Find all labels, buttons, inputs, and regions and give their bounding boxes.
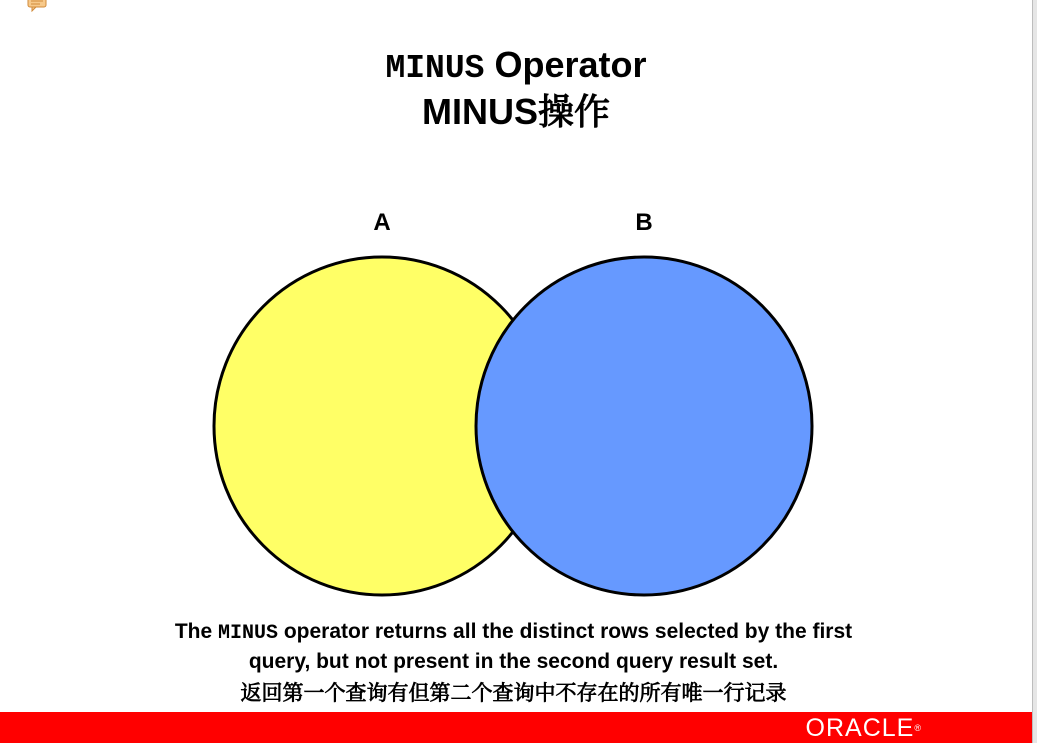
description — [0, 618, 1027, 676]
description-line1 — [0, 618, 1027, 648]
description-line2: query, but not present in the second query result set. — [248, 650, 779, 673]
description-line1-rest: operator returns all the distinct rows selected by the first — [278, 620, 853, 643]
oracle-logo-text: ORACLE — [805, 714, 915, 742]
title-rest: Operator — [484, 44, 647, 85]
slide-subtitle: MINUS操作 — [422, 91, 610, 132]
title-keyword: MINUS — [385, 50, 485, 87]
oracle-logo-mark: ® — [914, 723, 922, 733]
oracle-logo — [806, 714, 922, 742]
description-prefix: The — [174, 620, 218, 643]
set-b-label: B — [635, 209, 653, 236]
set-b-circle — [476, 257, 812, 595]
description-keyword: MINUS — [218, 622, 279, 645]
footer-bar — [0, 712, 1032, 743]
set-a-label: A — [373, 209, 391, 236]
description-chinese: 返回第一个查询有但第二个查询中不存在的所有唯一行记录 — [240, 682, 787, 705]
